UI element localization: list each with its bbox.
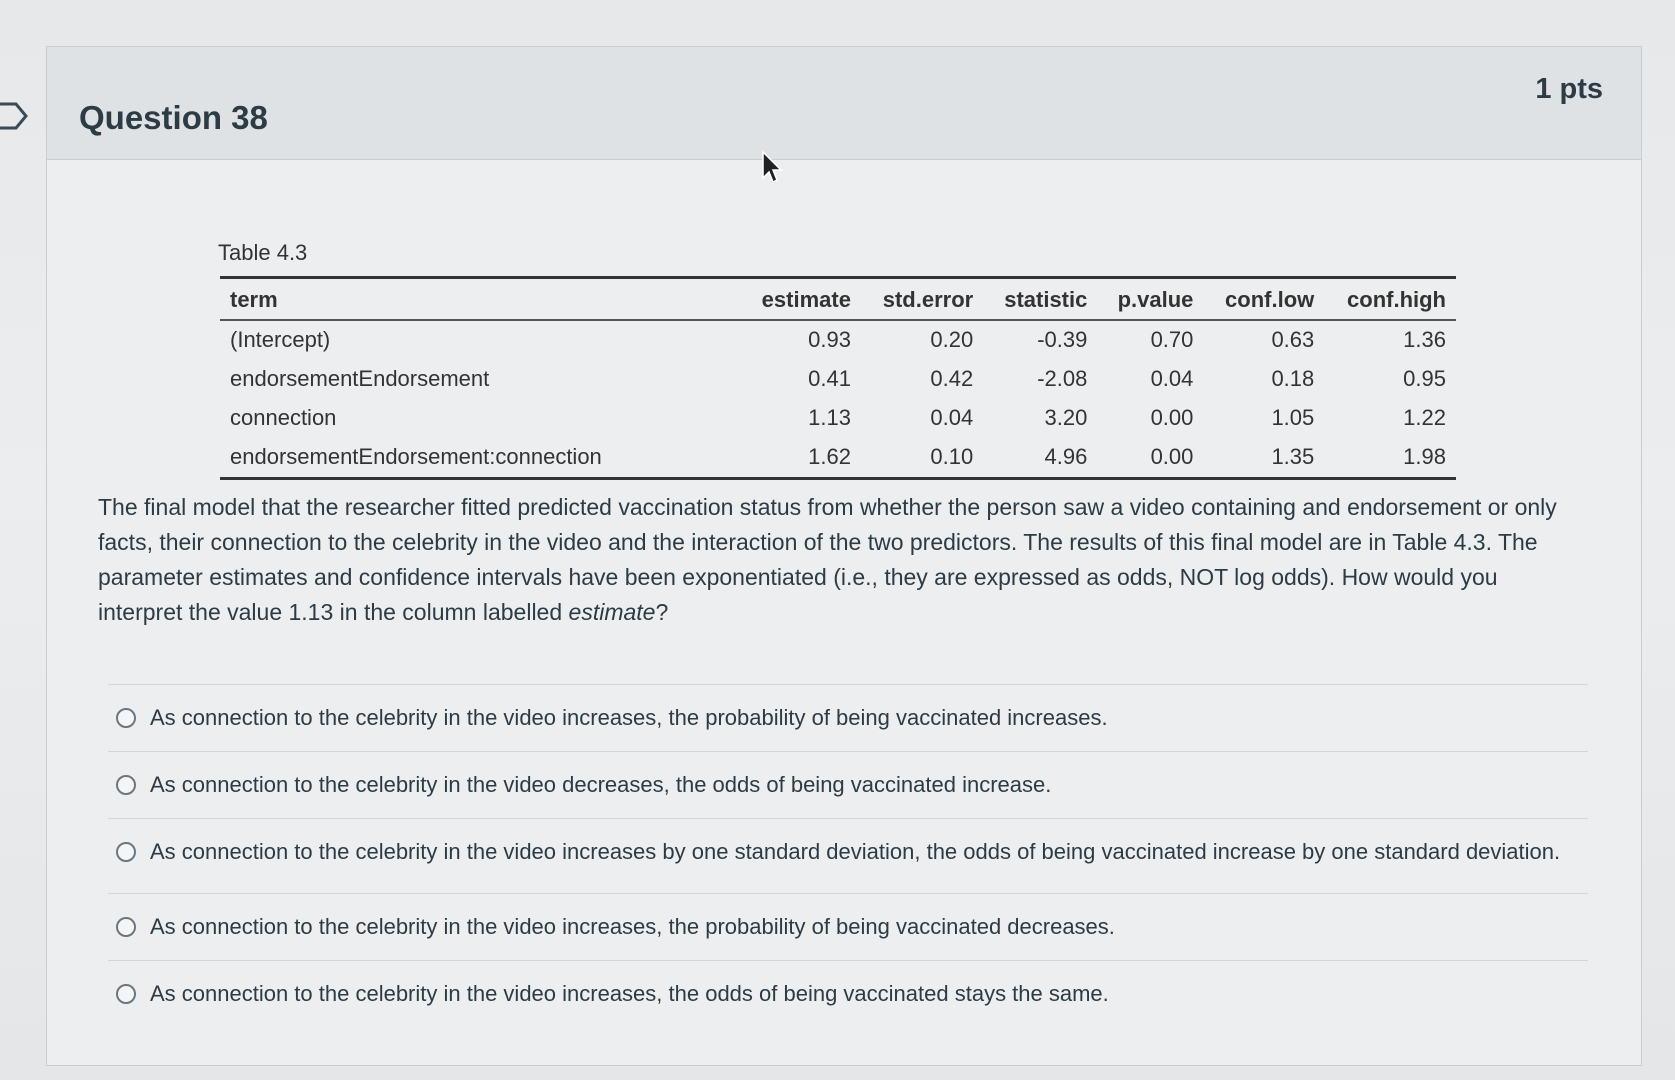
table-cell: 0.70 — [1150, 327, 1194, 352]
mouse-pointer-icon — [760, 150, 786, 186]
table-cell: -2.08 — [1037, 366, 1088, 391]
table-row — [220, 360, 1456, 399]
column-header-statistic: statistic — [983, 278, 1097, 321]
table-cell: connection — [230, 405, 337, 430]
column-header-p-value: p.value — [1097, 278, 1203, 321]
answer-label: As connection to the celebrity in the video increases by one standard deviation, the odds of being vaccinated increase by one standard deviation. — [150, 839, 1561, 864]
question-title: Question 38 — [79, 99, 268, 136]
answer-option-5[interactable] — [108, 960, 1588, 1027]
column-header-std-error: std.error — [861, 278, 983, 321]
table-cell: endorsementEndorsement — [230, 366, 490, 391]
radio-button[interactable] — [116, 842, 136, 862]
results-table — [220, 276, 1456, 480]
column-header-conf-low: conf.low — [1203, 278, 1324, 321]
table-cell: 1.36 — [1403, 327, 1446, 352]
answer-label: As connection to the celebrity in the video decreases, the odds of being vaccinated increase. — [150, 772, 1052, 797]
question-prompt-main: The final model that the researcher fitted predicted vaccination status from whether the person saw a video containing and endorsement or only facts, their connection to the celebrity in the video and the interaction of the two predictors. The results of this final model are in Table 4.3. The parameter estimates and confidence intervals have been exponentiated (i.e., they are expressed as odds, NOT log odds). How would you interpret the value 1.13 in the column labelled — [98, 494, 1557, 625]
answer-option-1[interactable] — [108, 684, 1588, 751]
table-cell: 0.04 — [930, 405, 974, 430]
table-cell: 0.95 — [1403, 366, 1446, 391]
answer-list — [108, 684, 1588, 1027]
radio-button[interactable] — [116, 775, 136, 795]
radio-button[interactable] — [116, 984, 136, 1004]
answer-label: As connection to the celebrity in the video increases, the probability of being vaccinated decreases. — [150, 914, 1115, 939]
table-cell: 0.41 — [808, 366, 851, 391]
table-cell: 0.42 — [930, 366, 974, 391]
column-header-estimate: estimate — [740, 278, 861, 321]
table-cell: 1.13 — [808, 405, 851, 430]
flag-question-icon[interactable] — [0, 100, 30, 132]
table-cell: 3.20 — [1044, 405, 1088, 430]
table-row — [220, 320, 1456, 360]
answer-option-2[interactable] — [108, 751, 1588, 818]
table-cell: 0.63 — [1271, 327, 1315, 352]
question-points: 1 pts — [1535, 73, 1603, 105]
table-cell: 0.00 — [1150, 444, 1194, 469]
table-cell: 0.00 — [1150, 405, 1194, 430]
question-prompt-emphasis: estimate — [568, 599, 656, 625]
table-cell: 1.35 — [1271, 444, 1315, 469]
table-cell: 1.22 — [1403, 405, 1446, 430]
table-cell: endorsementEndorsement:connection — [230, 444, 602, 469]
column-header-term: term — [220, 278, 740, 321]
table-cell: 0.04 — [1150, 366, 1194, 391]
question-prompt — [98, 490, 1578, 630]
table-cell: 0.93 — [808, 327, 851, 352]
table-cell: 4.96 — [1044, 444, 1088, 469]
table-cell: 1.62 — [808, 444, 851, 469]
table-caption: Table 4.3 — [218, 240, 308, 265]
table-cell: 0.10 — [930, 444, 974, 469]
table-header-row — [220, 278, 1456, 321]
table-cell: 1.05 — [1271, 405, 1315, 430]
table-row — [220, 438, 1456, 479]
question-header — [47, 47, 1641, 160]
table-cell: 0.18 — [1271, 366, 1315, 391]
question-prompt-end: ? — [655, 599, 669, 625]
table-row — [220, 399, 1456, 438]
column-header-conf-high: conf.high — [1324, 278, 1456, 321]
radio-button[interactable] — [116, 708, 136, 728]
answer-label: As connection to the celebrity in the video increases, the odds of being vaccinated stays the same. — [150, 981, 1109, 1006]
table-cell: -0.39 — [1037, 327, 1088, 352]
table-cell: 0.20 — [930, 327, 974, 352]
table-cell: 1.98 — [1403, 444, 1446, 469]
table-cell: (Intercept) — [230, 327, 331, 352]
answer-option-4[interactable] — [108, 893, 1588, 960]
answer-option-3[interactable] — [108, 818, 1588, 885]
answer-label: As connection to the celebrity in the video increases, the probability of being vaccinated increases. — [150, 705, 1108, 730]
radio-button[interactable] — [116, 917, 136, 937]
